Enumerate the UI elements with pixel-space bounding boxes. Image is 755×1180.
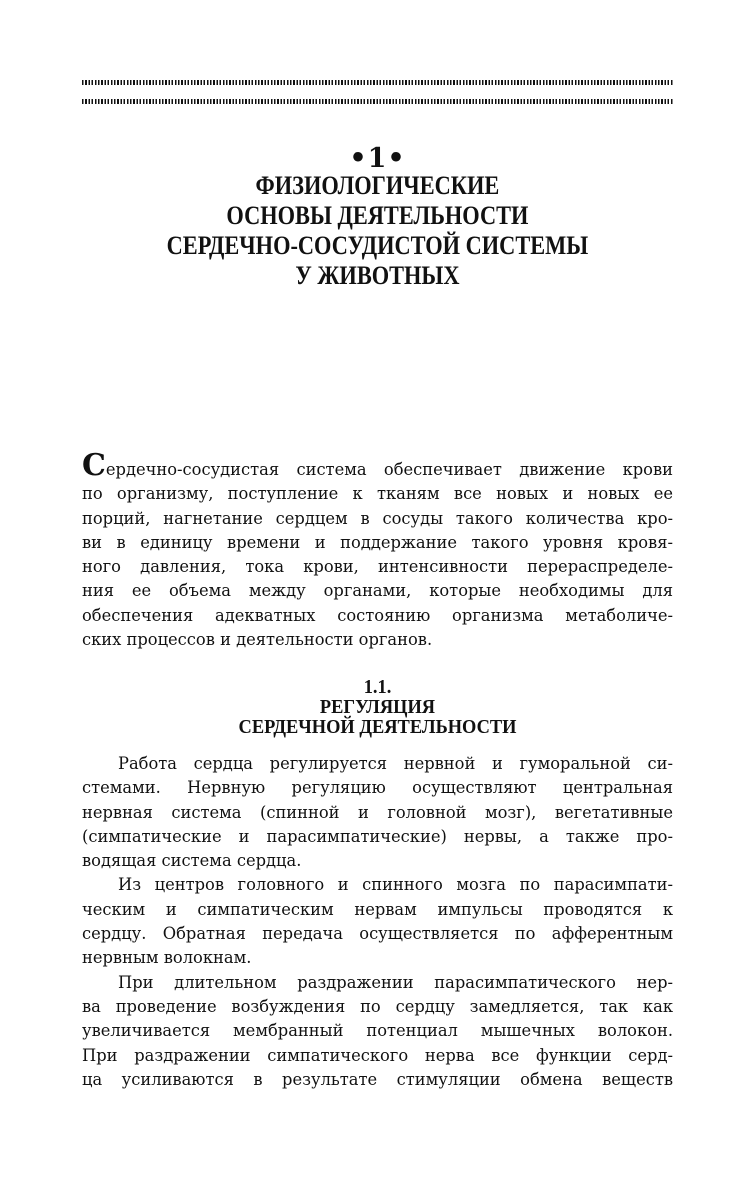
text-line: ердечно-сосудистая система обеспечивает движение крови	[105, 460, 673, 479]
text-line: ских процессов и деятельности органов.	[82, 630, 433, 650]
section-number: 1.1.	[363, 676, 392, 698]
header-ornament-bottom	[82, 99, 673, 104]
chapter-title-line: ОСНОВЫ ДЕЯТЕЛЬНОСТИ	[226, 201, 529, 230]
chapter-title-line: СЕРДЕЧНО-СОСУДИСТОЙ СИСТЕМЫ	[166, 231, 589, 260]
text-line: нервная система (спинной и головной мозг), вегетативные	[82, 802, 673, 822]
text-line: увеличивается мембранный потенциал мышечных волокон.	[82, 1021, 673, 1041]
text-line: порций, нагнетание сердцем в сосуды такого количества кро-	[82, 508, 673, 528]
text-line: по организму, поступление к тканям все новых и новых ее	[82, 484, 673, 504]
text-line: Работа сердца регулируется нервной и гуморальной си-	[118, 754, 673, 773]
text-line: водящая система сердца.	[82, 851, 302, 871]
section-title-line: РЕГУЛЯЦИЯ	[319, 696, 436, 718]
text-line: ния ее объема между органами, которые необходимы для	[82, 581, 673, 601]
chapter-number: •1•	[349, 143, 406, 174]
text-line: обеспечения адекватных состоянию организма метаболиче-	[82, 605, 673, 625]
section-heading	[0, 677, 755, 737]
text-line: ва проведение возбуждения по сердцу замедляется, так как	[82, 996, 673, 1016]
text-line: При раздражении симпатического нерва все функции серд-	[82, 1045, 673, 1065]
text-line: ного давления, тока крови, интенсивности перераспределе-	[82, 557, 673, 577]
header-ornament-top	[82, 80, 673, 85]
chapter-title	[53, 171, 702, 291]
text-line: ви в единицу времени и поддержание такого уровня кровя-	[82, 532, 673, 552]
text-line: стемами. Нервную регуляцию осуществляют центральная	[82, 778, 673, 798]
chapter-title-line: У ЖИВОТНЫХ	[295, 261, 460, 290]
text-line: нервным волокнам.	[82, 948, 252, 968]
section-title-line: СЕРДЕЧНОЙ ДЕЯТЕЛЬНОСТИ	[238, 716, 517, 738]
body-text	[82, 752, 673, 1092]
text-line: При длительном раздражении парасимпатического нер-	[118, 972, 673, 992]
text-line: сердцу. Обратная передача осуществляется по афферентным	[82, 924, 673, 944]
text-line: Из центров головного и спинного мозга по парасимпати-	[118, 875, 673, 895]
text-line: ческим и симпатическим нервам импульсы проводятся к	[82, 899, 673, 919]
drop-cap: С	[82, 448, 106, 483]
intro-paragraph	[82, 448, 673, 652]
text-line: (симпатические и парасимпатические) нервы, а также про-	[82, 826, 673, 846]
text-line: ца усиливаются в результате стимуляции обмена веществ	[82, 1069, 673, 1089]
chapter-title-line: ФИЗИОЛОГИЧЕСКИЕ	[255, 171, 500, 200]
